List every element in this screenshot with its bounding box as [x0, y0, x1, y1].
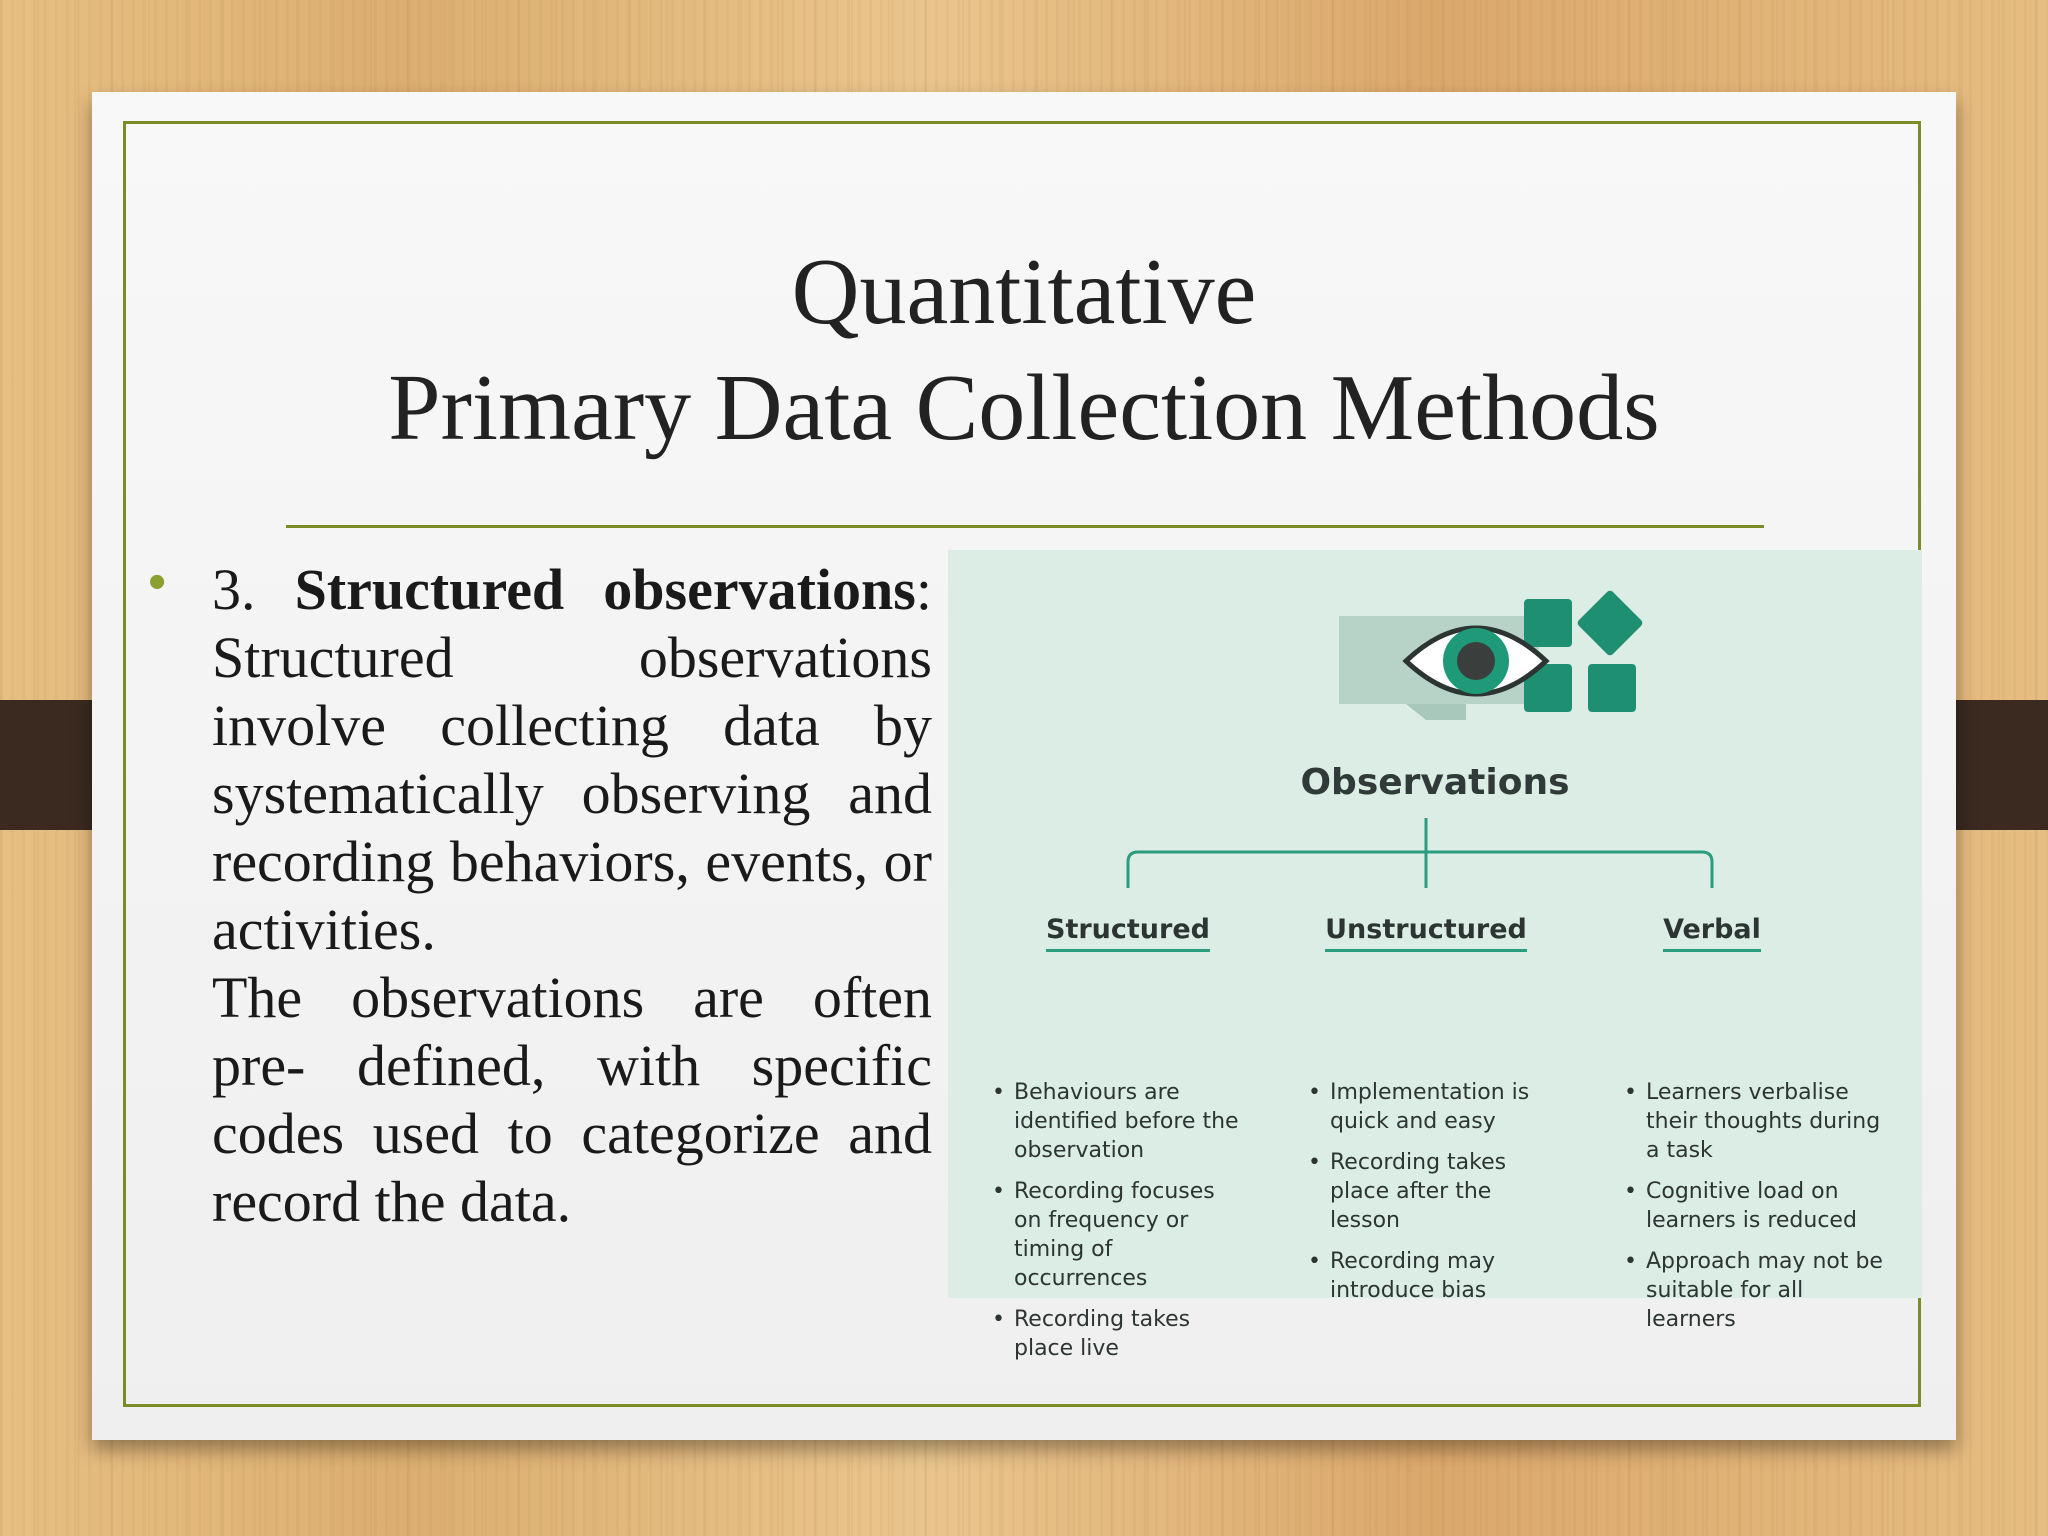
- title-line-1: Quantitative: [791, 240, 1257, 344]
- definition-paragraph: [212, 556, 932, 964]
- list-item: • Approach may not be suitable for all learners: [1624, 1247, 1886, 1334]
- column-heading-structured: Structured: [968, 914, 1288, 945]
- list-item: • Recording may introduce bias: [1308, 1247, 1560, 1305]
- bullet-marker: •: [148, 553, 167, 611]
- observations-diagram: [948, 550, 1922, 1361]
- structured-list: [992, 1078, 1240, 1375]
- title-line-2: Primary Data Collection Methods: [388, 356, 1660, 460]
- list-item: • Recording focuses on frequency or timing of occurrences: [992, 1177, 1240, 1293]
- list-item: • Behaviours are identified before the observation: [992, 1078, 1240, 1165]
- definition-text: Structured observations involve collecting data by systematically observing and recording behaviors, events, or activities.: [212, 625, 932, 962]
- column-heading-unstructured: Unstructured: [1266, 914, 1586, 945]
- slide-title: [92, 234, 1956, 466]
- body-text: [212, 556, 932, 1236]
- term-colon: :: [915, 557, 932, 622]
- detail-paragraph: The observations are often pre- defined, with specific codes used to categorize and record the data.: [212, 965, 932, 1234]
- slide: [92, 92, 1956, 1440]
- unstructured-list: [1308, 1078, 1560, 1317]
- list-item: • Recording takes place after the lesson: [1308, 1148, 1560, 1235]
- title-divider: [286, 525, 1764, 528]
- list-item: • Recording takes place live: [992, 1305, 1240, 1363]
- item-number: 3.: [212, 557, 295, 622]
- list-item: • Learners verbalise their thoughts during a task: [1624, 1078, 1886, 1165]
- item-term: Structured observations: [294, 557, 916, 622]
- list-item: • Cognitive load on learners is reduced: [1624, 1177, 1886, 1235]
- diagram-title: Observations: [1300, 762, 1570, 803]
- tree-connector: [948, 810, 1922, 930]
- verbal-list: [1624, 1078, 1886, 1346]
- list-item: • Implementation is quick and easy: [1308, 1078, 1560, 1136]
- column-heading-verbal: Verbal: [1552, 914, 1872, 945]
